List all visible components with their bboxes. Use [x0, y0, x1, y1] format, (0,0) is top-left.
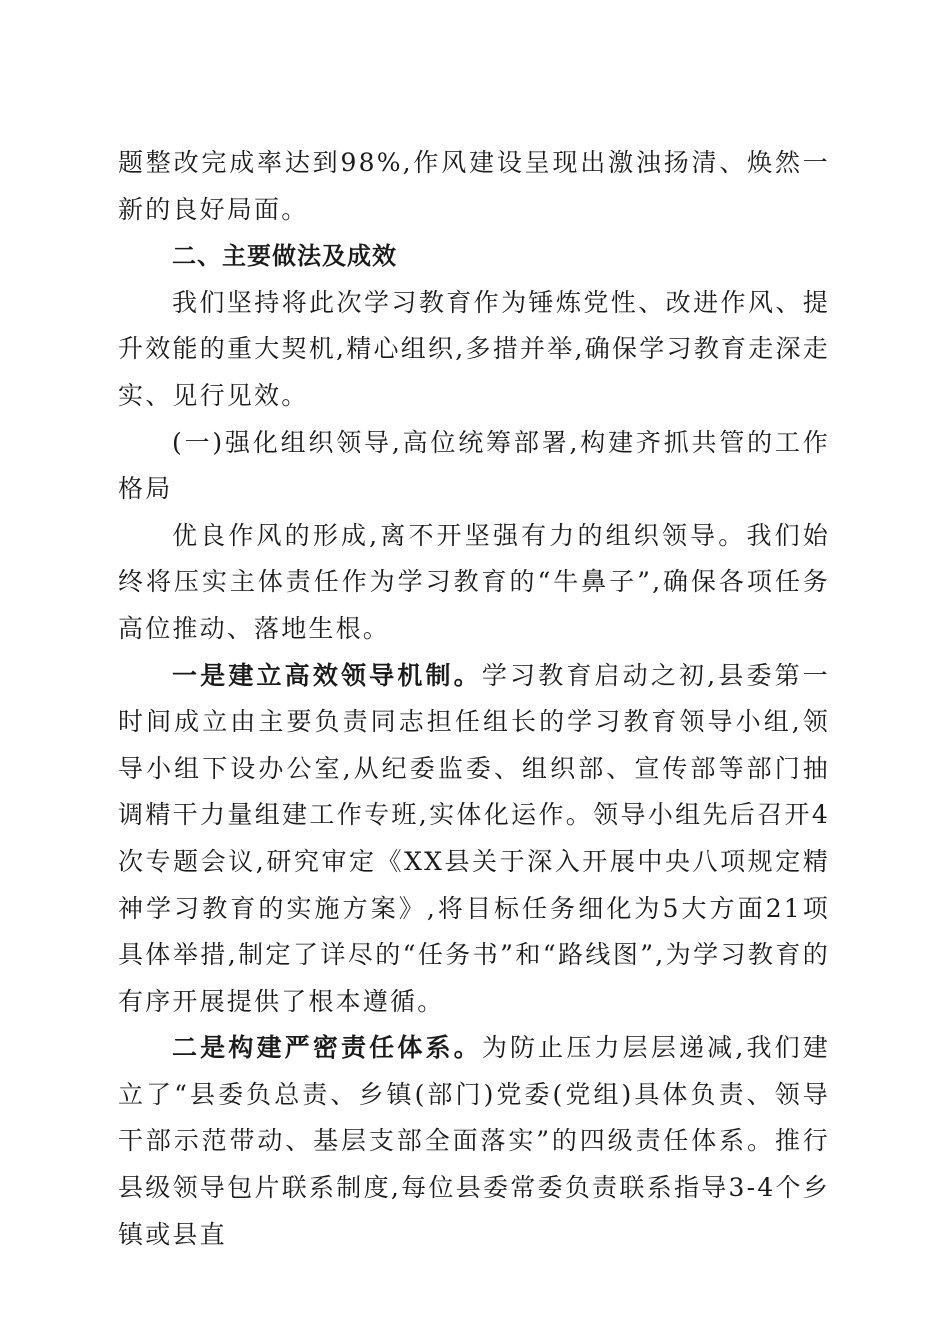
point-2-body: 为防止压力层层递减,我们建立了“县委负总责、乡镇(部门)党委(党组)具体负责、领导干部示范带动、基层支部全面落实”的四级责任体系。推行县级领导包片联系制度,每位县委常委负责联系指导3-4个乡镇或县直	[118, 1033, 830, 1249]
section-heading: 二、主要做法及成效	[172, 242, 397, 271]
point-1-lead: 一是建立高效领导机制。	[172, 660, 482, 690]
continuation-paragraph: 题整改完成率达到98%,作风建设呈现出激浊扬清、焕然一新的良好局面。	[118, 148, 830, 224]
point-1-body: 学习教育启动之初,县委第一时间成立由主要负责同志担任组长的学习教育领导小组,领导小组下设办公室,从纪委监委、组织部、宣传部等部门抽调精干力量组建工作专班,实体化运作。领导小组先后召开4次专题会议,研究审定《XX县关于深入开展中央八项规定精神学习教育的实施方案》,将目标任务细化为5大方面21项具体举措,制定了详尽的“任务书”和“路线图”,为学习教育的有序开展提供了根本遵循。	[118, 660, 830, 1016]
point-2-lead: 二是构建严密责任体系。	[172, 1033, 482, 1063]
subheading-organization: (一)强化组织领导,高位统筹部署,构建齐抓共管的工作格局	[118, 427, 830, 504]
document-body	[118, 140, 830, 1258]
point-responsibility-system	[118, 1025, 830, 1258]
point-leadership-mechanism	[118, 653, 830, 1026]
organization-paragraph: 优良作风的形成,离不开坚强有力的组织领导。我们始终将压实主体责任作为学习教育的“牛鼻子”,确保各项任务高位推动、落地生根。	[118, 520, 830, 643]
intro-paragraph: 我们坚持将此次学习教育作为锤炼党性、改进作风、提升效能的重大契机,精心组织,多措并举,确保学习教育走深走实、见行见效。	[118, 287, 830, 410]
